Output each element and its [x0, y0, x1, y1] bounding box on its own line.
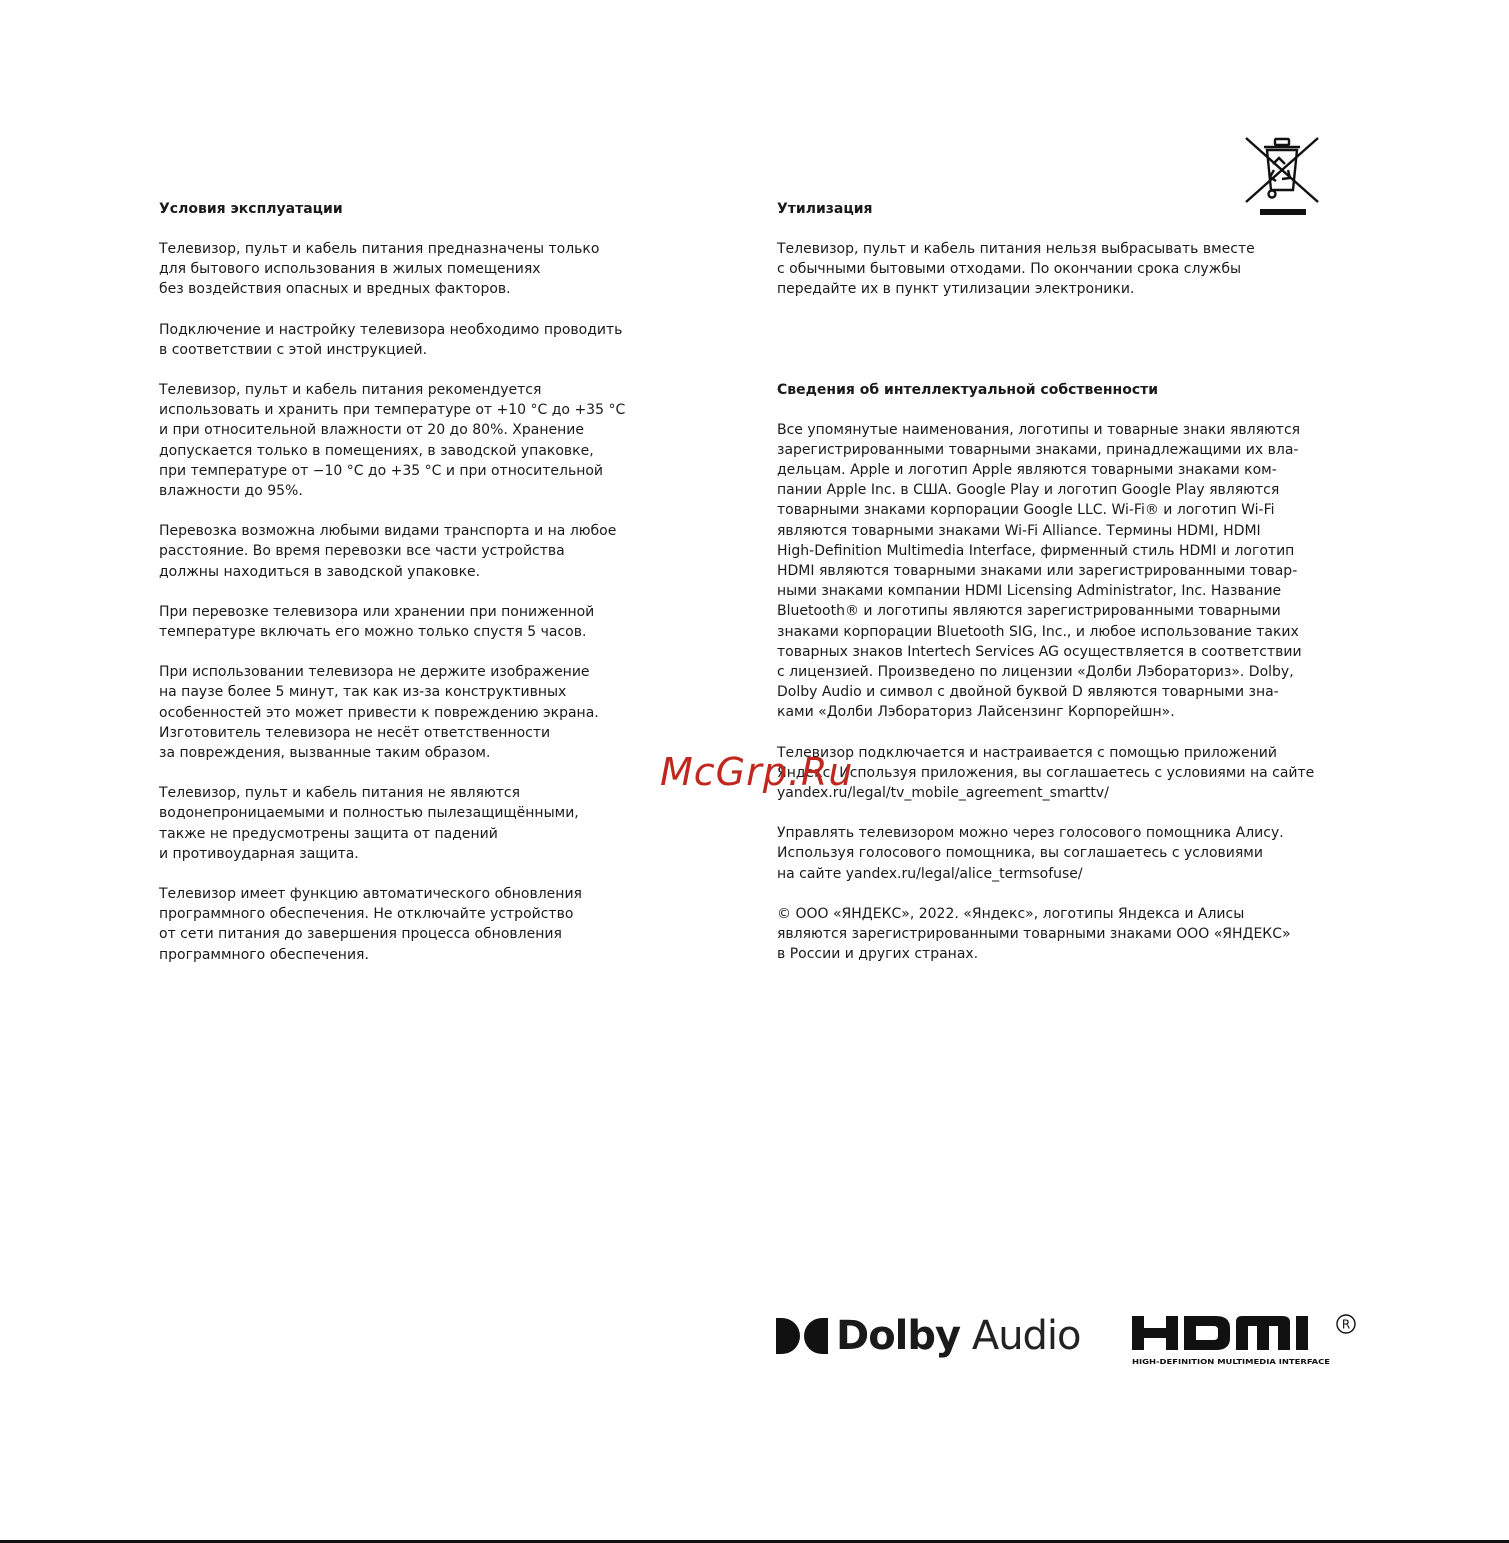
disposal-heading: Утилизация	[777, 201, 873, 217]
trademarks-paragraph: Все упомянутые наименования, логотипы и товарные знаки являются зарегистрированными товарными знаками, принадлежащими их вла- дельцам. Apple и логотип Apple являются товарными знаками ком- пании Apple Inc. в США. Google Play и логотип Google Play являются товарными знаками корпорации Google LLC. Wi-Fi® и логотип Wi-Fi являются товарными знаками Wi-Fi Alliance. Термины HDMI, HDMI High-Definition Multimedia Interface, фирменный стиль HDMI и логотип HDMI являются товарными знаками или зарегистрированными товар- ными знаками компании HDMI Licensing Administrator, Inc. Название Bluetooth® и логотипы являются зарегистрированными товарными знаками корпорации Bluetooth SIG, Inc., и любое использование таких товарных знаков Intertech Services AG осуществляется в соответствии с лицензией. Произведено по лицензии «Долби Лэбораториз». Dolby, Dolby Audio и символ с двойной буквой D являются товарными зна- ками «Долби Лэбораториз Лайсензинг Корпорейшн».	[777, 421, 1302, 721]
hdmi-logo	[1132, 1312, 1360, 1368]
intellectual-property-heading: Сведения об интеллектуальной собственности	[777, 381, 1159, 398]
dolby-word: Dolby	[836, 1313, 961, 1359]
paragraph: Телевизор, пульт и кабель питания предназначены только для бытового использования в жилых помещениях без воздействия опасных и вредных факторов.	[159, 241, 600, 298]
copyright-paragraph: © ООО «ЯНДЕКС», 2022. «Яндекс», логотипы Яндекса и Алисы являются зарегистрированными товарными знаками ООО «ЯНДЕКС» в России и других странах.	[777, 905, 1291, 963]
paragraph: При перевозке телевизора или хранении при пониженной температуре включать его можно только спустя 5 часов.	[159, 603, 595, 641]
paragraph: Телевизор имеет функцию автоматического обновления программного обеспечения. Не отключайте устройство от сети питания до завершения процесса обновления программного обеспечения.	[159, 886, 582, 963]
paragraph: Телевизор, пульт и кабель питания рекомендуется использовать и хранить при температуре от +10 °C до +35 °C и при относительной влажности от 20 до 80%. Хранение допускается только в помещениях, в заводской упаковке, при температуре от −10 °C до +35 °C и при относительной влажности до 95%.	[159, 382, 626, 500]
dolby-audio-logo	[776, 1308, 1081, 1364]
paragraph: При использовании телевизора не держите изображение на паузе более 5 минут, так как из-за конструктивных особенностей это может привести к повреждению экрана. Изготовитель телевизора не несёт ответственности за повреждения, вызванные таким образом.	[159, 664, 599, 762]
apps-agreement-paragraph: Телевизор подключается и настраивается с помощью приложений Яндекс. Используя приложения, вы соглашаетесь с условиями на сайте yandex.ru/legal/tv_mobile_agreement_smarttv/	[777, 744, 1315, 802]
hdmi-tagline: HIGH-DEFINITION MULTIMEDIA INTERFACE	[1132, 1357, 1330, 1366]
paragraph: Перевозка возможна любыми видами транспорта и на любое расстояние. Во время перевозки все части устройства должны находиться в заводской упаковке.	[159, 523, 617, 580]
disposal-and-ip-section	[777, 199, 1357, 984]
dolby-double-d-icon	[776, 1318, 828, 1354]
audio-word: Audio	[971, 1313, 1081, 1359]
paragraph: Телевизор, пульт и кабель питания не являются водонепроницаемыми и полностью пылезащищёнными, также не предусмотрены защита от падений и противоударная защита.	[159, 785, 579, 862]
paragraph: Подключение и настройку телевизора необходимо проводить в соответствии с этой инструкцией.	[159, 321, 623, 358]
operating-conditions-section	[159, 199, 679, 985]
watermark: McGrp.Ru	[660, 750, 854, 794]
svg-text:R: R	[1341, 1317, 1351, 1332]
operating-conditions-heading: Условия эксплуатации	[159, 201, 343, 217]
disposal-paragraph: Телевизор, пульт и кабель питания нельзя выбрасывать вместе с обычными бытовыми отходами. По окончании срока службы передайте их в пункт утилизации электроники.	[777, 241, 1255, 298]
alice-agreement-paragraph: Управлять телевизором можно через голосового помощника Алису. Используя голосового помощника, вы соглашаетесь с условиями на сайте yandex.ru/legal/alice_termsofuse/	[777, 825, 1284, 882]
